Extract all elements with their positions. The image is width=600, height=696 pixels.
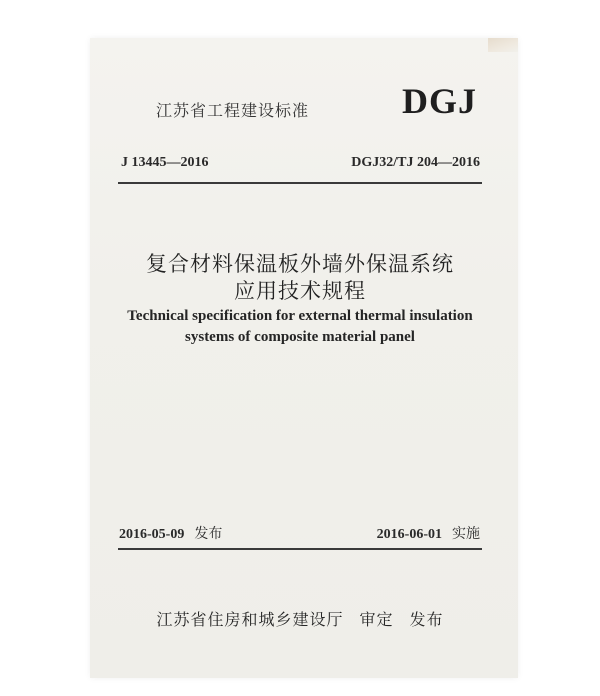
- top-divider: [118, 182, 482, 184]
- title-chinese-line-1: 复合材料保温板外墙外保温系统: [146, 252, 454, 276]
- document-cover: [90, 38, 518, 678]
- page-corner: [488, 38, 518, 52]
- title-chinese-line-2: 应用技术规程: [234, 279, 366, 303]
- effective-date: 2016-06-01: [376, 527, 442, 542]
- issue-date-block: [119, 523, 222, 543]
- issue-label: 发布: [194, 526, 223, 542]
- effective-date-block: [377, 523, 480, 543]
- publisher-approve: 审定: [359, 610, 394, 629]
- header-organization: 江苏省工程建设标准: [156, 101, 310, 120]
- record-number: J 13445—2016: [121, 155, 209, 170]
- publisher-org: 江苏省住房和城乡建设厅: [156, 610, 344, 629]
- standard-logo: DGJ: [402, 81, 477, 121]
- publisher-release: 发布: [409, 610, 444, 629]
- title-english-line-2: systems of composite material panel: [185, 329, 415, 345]
- publisher-line: [0, 607, 600, 630]
- standard-number: DGJ32/TJ 204—2016: [351, 155, 480, 170]
- title-english-line-1: Technical specification for external thermal insulation: [127, 308, 473, 324]
- bottom-divider: [118, 548, 482, 550]
- effective-label: 实施: [452, 526, 480, 542]
- issue-date: 2016-05-09: [119, 527, 185, 542]
